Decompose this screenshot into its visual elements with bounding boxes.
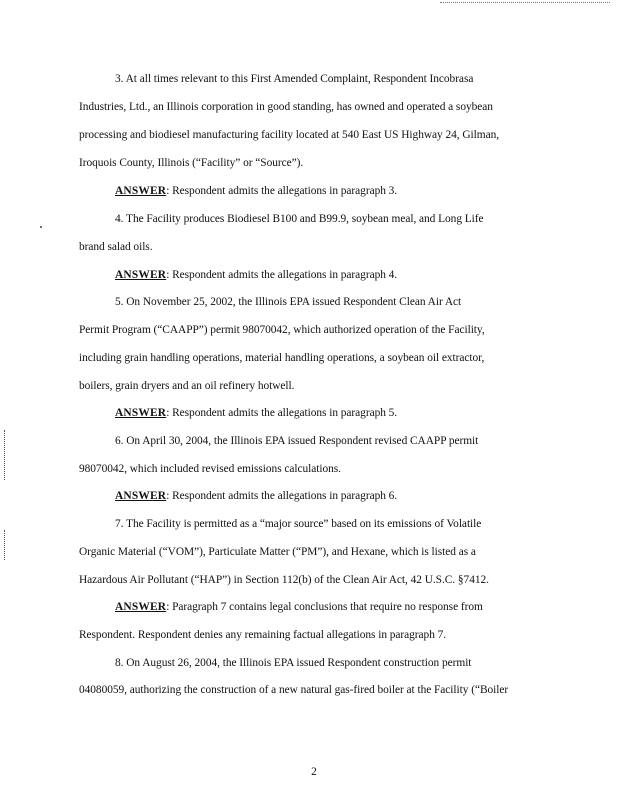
page-number: 2 bbox=[311, 766, 317, 778]
paragraph-5-line-4: boilers, grain dryers and an oil refinery hotwell. bbox=[79, 380, 295, 392]
paragraph-7-line-1: 7. The Facility is permitted as a “major source” based on its emissions of Volatile bbox=[115, 518, 482, 530]
scan-speck bbox=[40, 226, 42, 228]
answer-text: : Respondent admits the allegations in paragraph 5. bbox=[166, 407, 398, 419]
paragraph-4-line-1: 4. The Facility produces Biodiesel B100 and B99.9, soybean meal, and Long Life bbox=[115, 213, 484, 225]
paragraph-8-line-1: 8. On August 26, 2004, the Illinois EPA issued Respondent construction permit bbox=[115, 657, 472, 669]
paragraph-7-line-3: Hazardous Air Pollutant (“HAP”) in Section 112(b) of the Clean Air Act, 42 U.S.C. §7412. bbox=[79, 574, 489, 586]
paragraph-8-line-2: 04080059, authorizing the construction of a new natural gas-fired boiler at the Facility (“Boiler bbox=[79, 684, 509, 696]
answer-5 bbox=[115, 406, 397, 420]
paragraph-3-line-4: Iroquois County, Illinois (“Facility” or “Source”). bbox=[79, 157, 304, 169]
paragraph-6-line-2: 98070042, which included revised emissions calculations. bbox=[79, 463, 341, 475]
answer-7-continuation: Respondent. Respondent denies any remaining factual allegations in paragraph 7. bbox=[79, 629, 447, 641]
answer-text: : Respondent admits the allegations in paragraph 3. bbox=[166, 185, 398, 197]
paragraph-3-line-1: 3. At all times relevant to this First Amended Complaint, Respondent Incobrasa bbox=[115, 73, 474, 85]
answer-text: : Respondent admits the allegations in paragraph 6. bbox=[166, 490, 398, 502]
answer-text: : Paragraph 7 contains legal conclusions that require no response from bbox=[166, 601, 483, 613]
answer-label: ANSWER bbox=[115, 490, 167, 502]
answer-3 bbox=[115, 184, 397, 198]
scan-margin-mark bbox=[4, 430, 6, 480]
paragraph-5-line-2: Permit Program (“CAAPP”) permit 98070042, which authorized operation of the Facility, bbox=[79, 324, 485, 336]
paragraph-6-line-1: 6. On April 30, 2004, the Illinois EPA issued Respondent revised CAAPP permit bbox=[115, 435, 479, 447]
paragraph-4-line-2: brand salad oils. bbox=[79, 241, 153, 253]
answer-label: ANSWER bbox=[115, 407, 167, 419]
answer-6 bbox=[115, 489, 397, 503]
answer-label: ANSWER bbox=[115, 269, 167, 281]
scan-top-rule bbox=[440, 2, 610, 4]
answer-label: ANSWER bbox=[115, 185, 167, 197]
answer-7 bbox=[115, 600, 483, 614]
paragraph-3-line-2: Industries, Ltd., an Illinois corporation in good standing, has owned and operated a soybean bbox=[79, 101, 493, 113]
paragraph-7-line-2: Organic Material (“VOM”), Particulate Matter (“PM”), and Hexane, which is listed as a bbox=[79, 546, 476, 558]
paragraph-5-line-1: 5. On November 25, 2002, the Illinois EPA issued Respondent Clean Air Act bbox=[115, 296, 462, 308]
answer-4 bbox=[115, 268, 397, 282]
answer-text: : Respondent admits the allegations in paragraph 4. bbox=[166, 269, 398, 281]
answer-label: ANSWER bbox=[115, 601, 167, 613]
scan-margin-mark bbox=[4, 530, 6, 560]
paragraph-5-line-3: including grain handling operations, material handling operations, a soybean oil extractor, bbox=[79, 352, 485, 364]
paragraph-3-line-3: processing and biodiesel manufacturing facility located at 540 East US Highway 24, Gilman, bbox=[79, 129, 500, 141]
